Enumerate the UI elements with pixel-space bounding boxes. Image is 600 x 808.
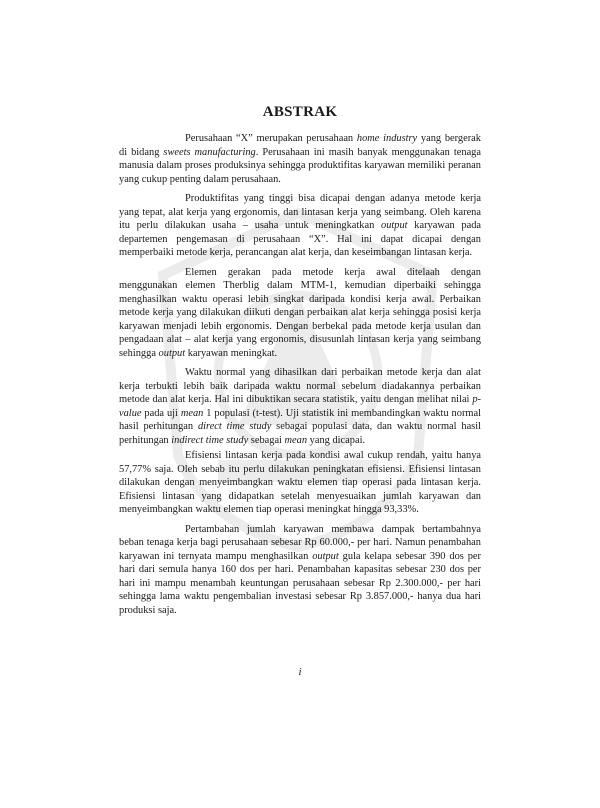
text-run: yang bergerak di bidang [119, 133, 481, 158]
italic-term: mean [284, 434, 308, 446]
page-title: ABSTRAK [262, 104, 338, 120]
text-run: pada uji [141, 407, 181, 419]
page-number: i [298, 666, 302, 678]
italic-term: output [381, 220, 408, 231]
italic-term: output [312, 550, 339, 562]
text-run: karyawan meningkat. [185, 347, 278, 359]
text-run: Produktifitas yang tinggi bisa dicapai dengan adanya metode kerja yang tepat, alat kerja yang ergonomis, dan lintasan kerja yang seimbang. Oleh karena itu perlu dilakukan usaha – usaha untuk meningkatkan [119, 193, 481, 231]
text-run: . Perusahaan ini masih banyak menggunakan tenaga manusia dalam proses produksinya sehingga produktifitas karyawan memiliki peranan yang cukup penting dalam perusahaan. [119, 146, 481, 185]
paragraph [119, 523, 481, 618]
text-run: yang dicapai. [307, 434, 366, 446]
text-run: sebagai [248, 434, 285, 446]
text-run: karyawan pada departemen pengemasan di perusahaan “X”. Hal ini dapat dicapai dengan memperbaiki metode kerja, perancangan alat kerja, dan keseimbangan lintasan kerja. [119, 220, 481, 258]
italic-term: direct time study [197, 421, 272, 432]
italic-term: indirect time study [171, 434, 249, 446]
italic-term: p-value [119, 394, 481, 419]
text-run: Pertambahan jumlah karyawan membawa dampak bertambahnya beban tenaga kerja bagi perusahaan sebesar Rp 60.000,- per hari. Namun penambahan karyawan ini ternyata mampu menghasilkan [119, 523, 481, 562]
abstract-body [119, 132, 481, 623]
paragraph [119, 449, 481, 517]
text-run: Elemen gerakan pada metode kerja awal ditelaah dengan menggunakan elemen Therblig dalam MTM-1, kemudian diperbaiki sehingga menghasilkan waktu operasi lebih singkat daripada kondisi kerja awal. Perbaikan metode kerja yang dilakukan diikuti dengan perbaikan alat kerja sehingga posisi kerja karyawan menjadi lebih ergonomis. Dengan berbekal pada metode kerja usulan dan pengadaan alat – alat kerja yang ergonomis, disusunlah lintasan kerja yang seimbang sehingga [119, 266, 481, 359]
text-run: 1 populasi (t-test). Uji statistik ini membandingkan waktu normal hasil perhitungan [119, 407, 481, 432]
italic-term: home industry [356, 133, 418, 144]
text-run: sebagai populasi data, dan waktu normal hasil perhitungan [119, 421, 481, 446]
paragraph [119, 366, 481, 447]
paragraph [119, 132, 481, 186]
text-run: gula kelapa sebesar 390 dos per hari dari semula hanya 160 dos per hari. Penambahan kapasitas sebesar 230 dos per hari ini mampu menambah keuntungan perusahaan sebesar Rp 2.300.000,- per hari sehingga lama waktu pengembalian investasi sebesar Rp 3.857.000,- hanya dua hari produksi saja. [119, 550, 481, 616]
text-run: Efisiensi lintasan kerja pada kondisi awal cukup rendah, yaitu hanya 57,77% saja. Oleh sebab itu perlu dilakukan peningkatan efisiensi. Efisiensi lintasan dilakukan dengan menyeimbangkan waktu elemen tiap operasi pada lintasan kerja. Efisiensi lintasan yang didapatkan setelah menyesuaikan jumlah karyawan dan menyeimbangkan waktu elemen tiap operasi meningkat hingga 93,33%. [119, 450, 481, 515]
italic-term: sweets manufacturing [163, 146, 256, 158]
italic-term: mean [180, 407, 204, 419]
paragraph [119, 266, 481, 361]
text-run: Perusahaan “X” merupakan perusahaan [185, 133, 357, 144]
text-run: Waktu normal yang dihasilkan dari perbaikan metode kerja dan alat kerja terbukti lebih baik daripada waktu normal sebelum diadakannya perbaikan metode dan alat kerja. Hal ini dibuktikan secara statistik, yaitu dengan melihat nilai [119, 367, 481, 405]
italic-term: output [158, 347, 186, 359]
paragraph [119, 192, 481, 260]
